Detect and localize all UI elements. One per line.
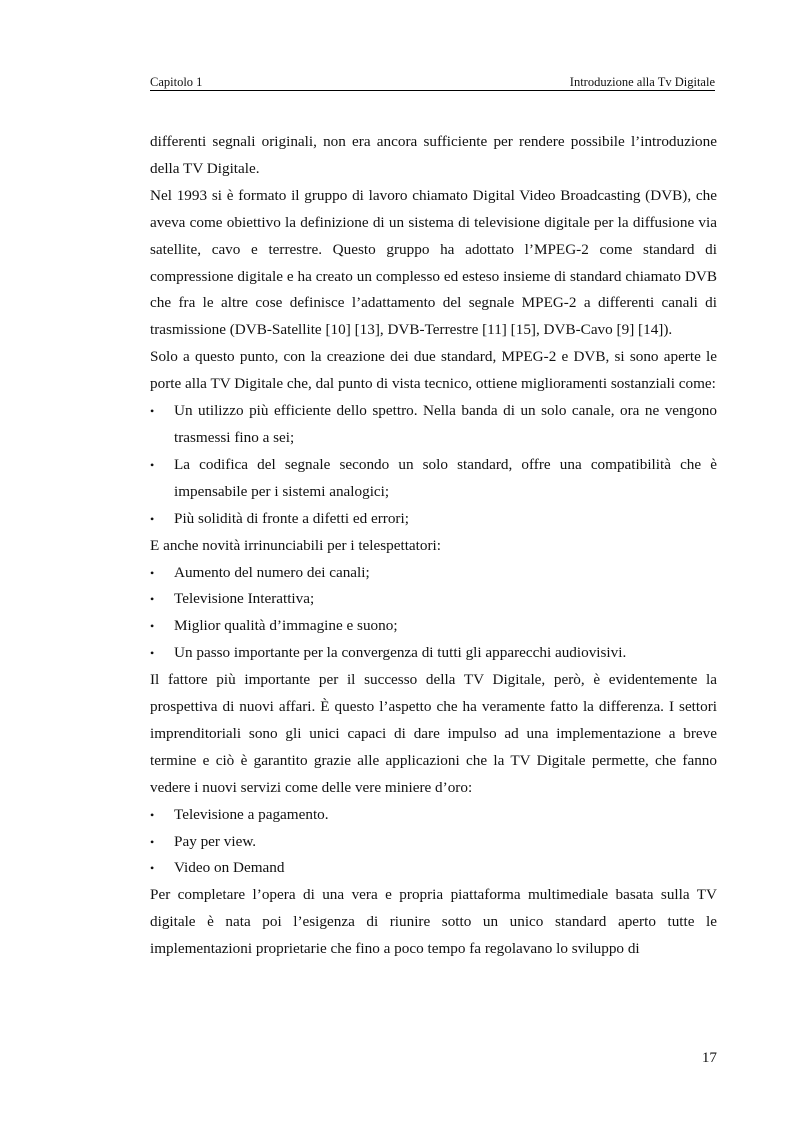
list-item <box>150 398 717 452</box>
bullet-marker: • <box>150 834 155 849</box>
paragraph: E anche novità irrinunciabili per i telespettatori: <box>150 536 441 554</box>
bullet-marker: • <box>150 404 155 419</box>
bullet-marker: • <box>150 511 155 526</box>
paragraph: Per completare l’opera di una vera e propria piattaforma multimediale basata sulla TV digitale è nata poi l’esigenza di riunire sotto un unico standard aperto tutte le implementazioni proprietarie che fino a poco tempo fa regolavano lo sviluppo di <box>150 886 717 958</box>
list-item-text: Un passo importante per la convergenza di tutti gli apparecchi audiovisivi. <box>174 644 627 662</box>
bullet-marker: • <box>150 565 155 580</box>
bullet-list-services <box>150 802 717 883</box>
paragraph: Solo a questo punto, con la creazione dei due standard, MPEG-2 e DVB, si sono aperte le porte alla TV Digitale che, dal punto di vista tecnico, ottiene miglioramenti sostanziali come: <box>150 348 717 393</box>
list-item <box>150 802 717 829</box>
list-item <box>150 855 717 882</box>
list-item <box>150 506 717 533</box>
list-item <box>150 452 717 506</box>
bullet-marker: • <box>150 619 155 634</box>
page-number: 17 <box>701 1049 717 1066</box>
paragraph: differenti segnali originali, non era ancora sufficiente per rendere possibile l’introduzione della TV Digitale. <box>150 133 717 177</box>
list-item-text: Aumento del numero dei canali; <box>174 563 370 581</box>
list-item-text: Televisione Interattiva; <box>174 590 315 608</box>
bullet-marker: • <box>150 807 155 822</box>
bullet-marker: • <box>150 861 155 876</box>
paragraph: Nel 1993 si è formato il gruppo di lavoro chiamato Digital Video Broadcasting (DVB), che aveva come obiettivo la definizione di un sistema di televisione digitale per la diffusione via satellite, cavo e terrestre. Questo gruppo ha adottato l’MPEG-2 come standard di compressione digitale e ha creato un complesso ed esteso insieme di standard chiamato DVB che fra le altre cose definisce l’adattamento del segnale MPEG-2 a differenti canali di trasmissione (DVB-Satellite [10] [13], DVB-Terrestre [11] [15], DVB-Cavo [9] [14]). <box>150 186 717 339</box>
chapter-title: Introduzione alla Tv Digitale <box>569 75 715 89</box>
list-item-text: Video on Demand <box>174 859 285 877</box>
bullet-marker: • <box>150 457 155 472</box>
running-header <box>150 74 715 91</box>
list-item-text: Più solidità di fronte a difetti ed errori; <box>174 509 409 527</box>
list-item-text: Un utilizzo più efficiente dello spettro. Nella banda di un solo canale, ora ne vengono trasmessi fino a sei; <box>174 402 717 446</box>
list-item <box>150 560 717 587</box>
list-item <box>150 613 717 640</box>
bullet-marker: • <box>150 646 155 661</box>
list-item-text: Pay per view. <box>174 832 257 850</box>
paragraph: Il fattore più importante per il successo della TV Digitale, però, è evidentemente la prospettiva di nuovi affari. È questo l’aspetto che ha veramente fatto la differenza. I settori imprenditoriali sono gli unici capaci di dare impulso ad una implementazione a breve termine e ciò è garantito grazie alle applicazioni che la TV Digitale permette, che fanno vedere i nuovi servizi come delle vere miniere d’oro: <box>150 671 717 796</box>
body-text <box>150 129 717 963</box>
chapter-label: Capitolo 1 <box>150 75 203 89</box>
bullet-list-viewers <box>150 560 717 668</box>
list-item <box>150 829 717 856</box>
list-item <box>150 640 717 667</box>
bullet-list-technical <box>150 398 717 533</box>
bullet-marker: • <box>150 592 155 607</box>
list-item-text: Miglior qualità d’immagine e suono; <box>174 617 398 635</box>
list-item-text: La codifica del segnale secondo un solo standard, offre una compatibilità che è impensabile per i sistemi analogici; <box>174 455 717 500</box>
list-item <box>150 586 717 613</box>
list-item-text: Televisione a pagamento. <box>174 805 329 823</box>
